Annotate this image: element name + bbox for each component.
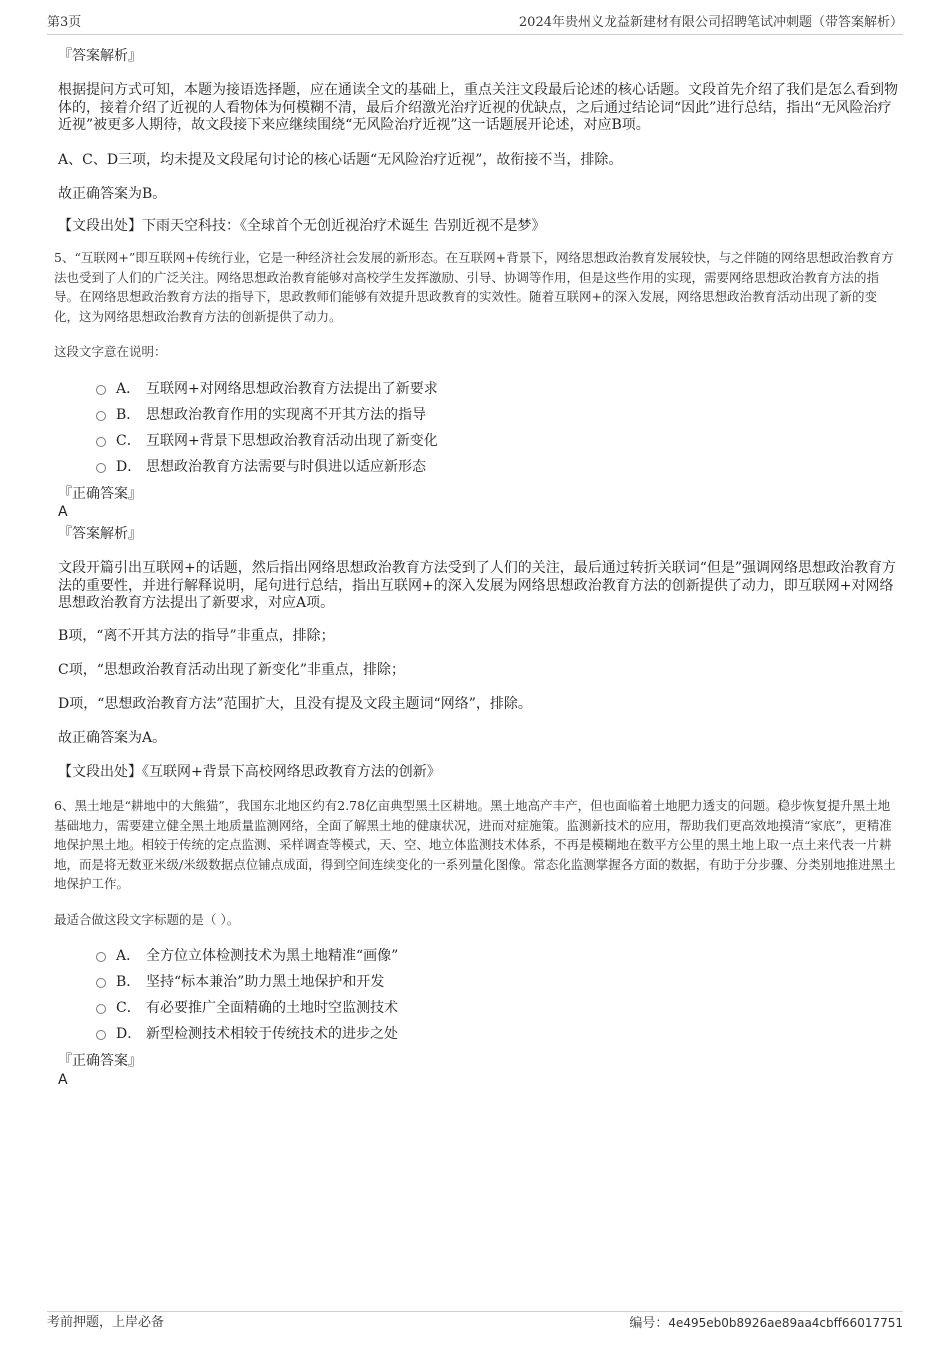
prev-analysis-conclusion: 故正确答案为B。 (58, 186, 167, 202)
q5-answer-label: 『正确答案』 (58, 486, 142, 502)
prev-analysis-paragraph: A、C、D三项，均未提及文段尾句讨论的核心话题“无风险治疗近视”，故衔接不当，排除。 (58, 152, 623, 168)
footer-code (629, 1313, 903, 1334)
q5-analysis-label: 『答案解析』 (58, 526, 142, 542)
q6-option-d[interactable]: D． 新型检测技术相较于传统技术的进步之处 (96, 1025, 398, 1043)
prev-source: 【文段出处】下雨天空科技：《全球首个无创近视治疗术诞生 告别近视不是梦》 (58, 218, 546, 234)
radio-button-icon[interactable] (96, 952, 106, 962)
q5-option-b[interactable]: B． 思想政治教育作用的实现离不开其方法的指导 (96, 406, 426, 424)
q6-question: 最适合做这段文字标题的是（ ）。 (54, 912, 240, 927)
q6-answer: A (58, 1072, 68, 1088)
footer-slogan: 考前押题，上岸必备 (47, 1315, 165, 1330)
q5-analysis-paragraph: B项，“离不开其方法的指导”非重点，排除； (58, 628, 335, 644)
radio-button-icon[interactable] (96, 385, 106, 395)
radio-button-icon[interactable] (96, 437, 106, 447)
page-header (47, 14, 903, 35)
footer-code-value: 4e495eb0b8926ae89aa4cbff66017751 (668, 1316, 903, 1330)
q5-analysis-paragraph: D项，“思想政治教育方法”范围扩大，且没有提及文段主题词“网络”，排除。 (58, 696, 532, 712)
q6-answer-label: 『正确答案』 (58, 1053, 142, 1069)
document-title: 2024年贵州义龙益新建材有限公司招聘笔试冲刺题（带答案解析） (518, 15, 903, 30)
q6-option-b[interactable]: B． 坚持“标本兼治”助力黑土地保护和开发 (96, 973, 384, 991)
prev-analysis-label: 『答案解析』 (58, 48, 142, 64)
q5-option-a[interactable]: A． 互联网+对网络思想政治教育方法提出了新要求 (96, 380, 438, 398)
radio-button-icon[interactable] (96, 463, 106, 473)
q5-option-d[interactable]: D． 思想政治教育方法需要与时俱进以适应新形态 (96, 458, 426, 476)
q5-analysis-paragraph: C项，“思想政治教育活动出现了新变化”非重点，排除； (58, 662, 406, 678)
radio-button-icon[interactable] (96, 1004, 106, 1014)
q5-passage: 5、“互联网+”即互联网+传统行业，它是一种经济社会发展的新形态。在互联网+背景下，网络思想政治教育发展较快，与之伴随的网络思想政治教育方法也受到了人们的广泛关注。网络思想政治教育能够对高校学生发挥激励、引导、协调等作用，但是这些作用的实现，需要网络思想政治教育方法的指导。在网络思想政治教育方法的指导下，思政教师们能够有效提升思政教育的实效性。随着互联网+的深入发展，网络思想政治教育活动出现了新的变化，这为网络思想政治教育方法的创新提供了动力。 (54, 250, 894, 324)
q5-option-c[interactable]: C． 互联网+背景下思想政治教育活动出现了新变化 (96, 432, 438, 450)
q5-answer: A (58, 504, 68, 520)
footer-code-label: 编号： (629, 1316, 669, 1331)
radio-button-icon[interactable] (96, 978, 106, 988)
radio-button-icon[interactable] (96, 411, 106, 421)
prev-analysis-paragraph: 根据提问方式可知，本题为接语选择题，应在通读全文的基础上，重点关注文段最后论述的核心话题。文段首先介绍了我们是怎么看到物体的，接着介绍了近视的人看物体为何模糊不清，最后介绍激光治疗近视的优缺点，之后通过结论词“因此”进行总结，指出“无风险治疗近视”被更多人期待，故文段接下来应继续围绕“无风险治疗近视”这一话题展开论述，对应B项。 (58, 82, 898, 133)
q6-passage: 6、黑土地是“耕地中的大熊猫”，我国东北地区约有2.78亿亩典型黑土区耕地。黑土地高产丰产，但也面临着土地肥力透支的问题。稳步恢复提升黑土地基础地力，需要建立健全黑土地质量监测网络，全面了解黑土地的健康状况，进而对症施策。监测新技术的应用，帮助我们更高效地摸清“家底”，更精准地保护黑土地。相较于传统的定点监测、采样调查等模式，天、空、地立体监测技术体系，不再是模糊地在数平方公里的黑土地上取一点土来代表一片耕地，而是将无数亚米级/米级数据点位铺点成面，得到空间连续变化的一系列量化图像。常态化监测掌握各方面的数据，有助于分步骤、分类别地推进黑土地保护工作。 (54, 798, 896, 891)
q5-analysis-paragraph: 文段开篇引出互联网+的话题，然后指出网络思想政治教育方法受到了人们的关注，最后通过转折关联词“但是”强调网络思想政治教育方法的重要性，并进行解释说明，尾句进行总结，指出互联网+的深入发展为网络思想政治教育方法的创新提供了动力，即互联网+对网络思想政治教育方法提出了新要求，对应A项。 (58, 560, 897, 611)
q6-option-a[interactable]: A． 全方位立体检测技术为黑土地精准“画像” (96, 947, 398, 965)
page-number: 第3页 (47, 15, 82, 30)
radio-button-icon[interactable] (96, 1030, 106, 1040)
q5-analysis-conclusion: 故正确答案为A。 (58, 730, 167, 746)
q5-question: 这段文字意在说明： (54, 344, 167, 359)
page-footer (47, 1311, 903, 1332)
q5-source: 【文段出处】《互联网+背景下高校网络思政教育方法的创新》 (58, 764, 441, 780)
q6-option-c[interactable]: C． 有必要推广全面精确的土地时空监测技术 (96, 999, 398, 1017)
